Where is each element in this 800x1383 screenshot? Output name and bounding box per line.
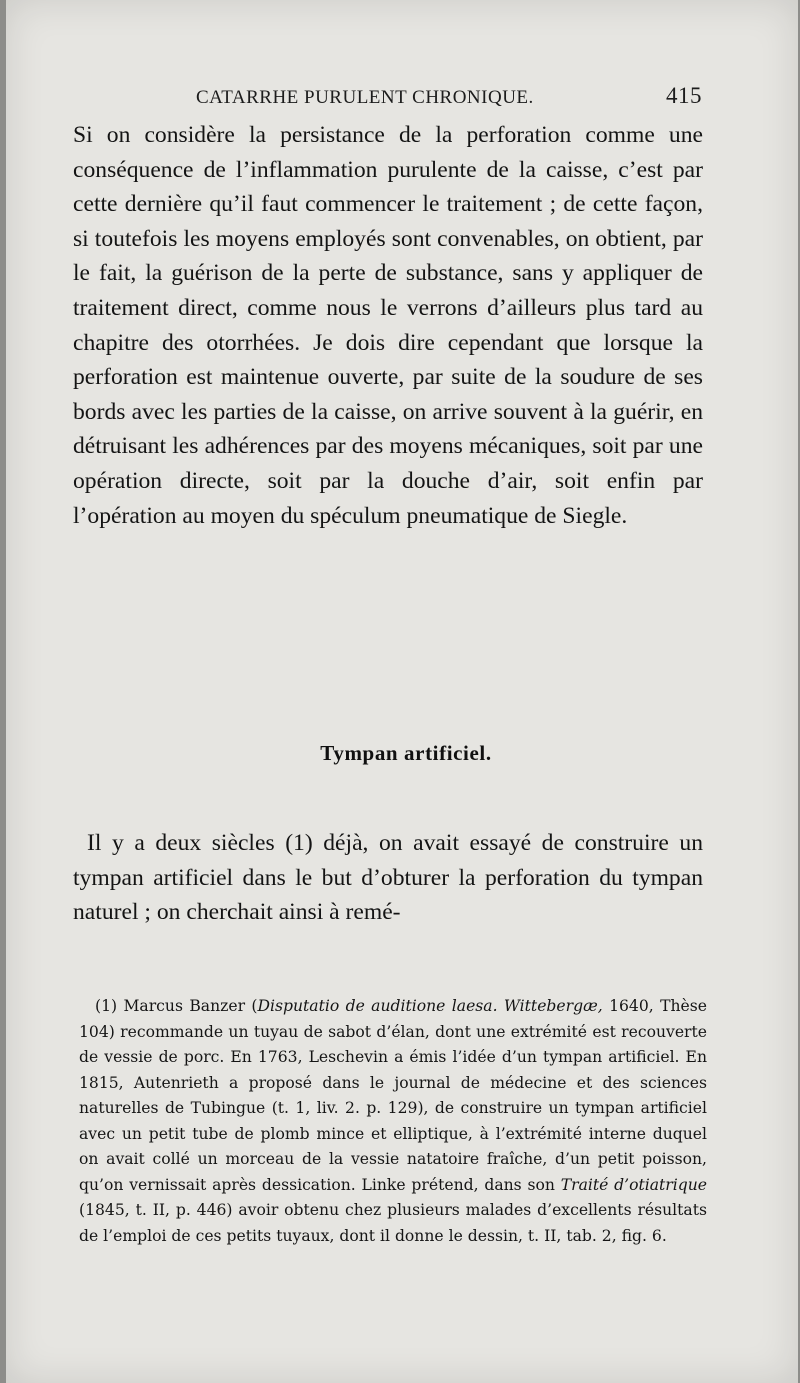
footnote-italic-work: Traité d’otiatrique [560, 1175, 707, 1194]
book-page [6, 0, 798, 1383]
footnote-text-a: Marcus Banzer ( [117, 997, 258, 1015]
running-title: CATARRHE PURULENT CHRONIQUE. [196, 87, 534, 108]
footnote-text-b: 1640, Thèse 104) recommande un tuyau de sabot d’élan, dont une extrémité est recouverte de vessie de porc. En 1763, Leschevin a émis l’idée d’un tympan artificiel. En 1815, Autenrieth a proposé dans le journal de médecine et des sciences naturelles de Tubingue (t. 1, liv. 2. p. 129), de construire un tympan artificiel avec un petit tube de plomb mince et elliptique, à l’extrémité interne duquel on avait collé un morceau de la vessie natatoire fraîche, d’un petit poisson, qu’on vernissait après dessication. Linke prétend, dans son [79, 997, 707, 1194]
page-number: 415 [666, 83, 702, 108]
paragraph-tympan: Il y a deux siècles (1) déjà, on avait essayé de construire un tympan artificiel dans le but d’obturer la perforation du tympan naturel ; on cherchait ainsi à remé- [73, 830, 703, 926]
footnote [79, 994, 707, 1249]
paragraph-perforation: Si on considère la persistance de la perforation comme une conséquence de l’inflammation purulente de la caisse, c’est par cette dernière qu’il faut commencer le traitement ; de cette façon, si toutefois les moyens employés sont convenables, on obtient, par le fait, la guérison de la perte de substance, sans y appliquer de traitement direct, comme nous le verrons d’ailleurs plus tard au chapitre des otorrhées. Je dois dire cependant que lorsque la perforation est maintenue ouverte, par suite de la soudure de ses bords avec les parties de la caisse, on arrive souvent à la guérir, en détruisant les adhérences par des moyens mécaniques, soit par une opération directe, soit par la douche d’air, soit enfin par l’opération au moyen du spéculum pneumatique de Siegle. [73, 122, 703, 529]
section-heading: Tympan artificiel. [320, 741, 492, 765]
footnote-text-c: (1845, t. II, p. 446) avoir obtenu chez plusieurs malades d’excellents résultats de l’emploi de ces petits tuyaux, dont il donne le dessin, t. II, tab. 2, fig. 6. [79, 1201, 707, 1245]
footnote-italic-title: Disputatio de auditione laesa. Wittebergæ, [257, 997, 603, 1015]
footnote-marker: (1) [95, 997, 118, 1015]
